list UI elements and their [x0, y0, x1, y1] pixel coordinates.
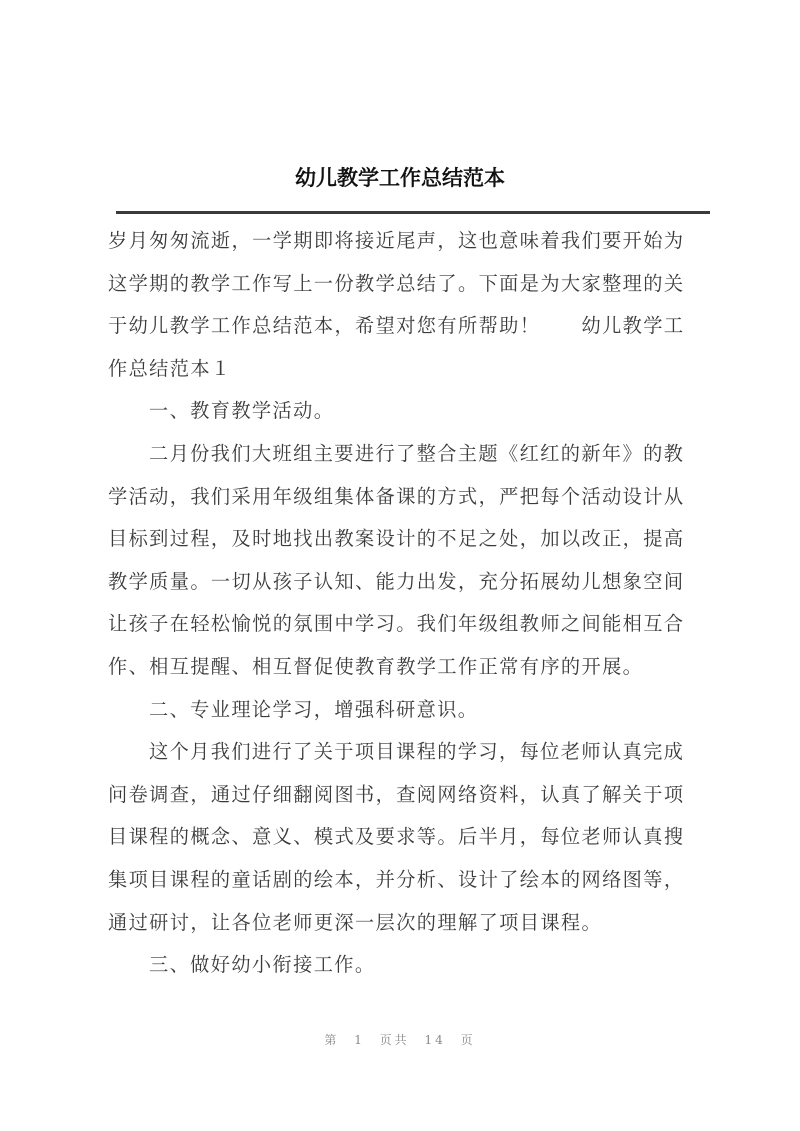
- body-line: 作总结范本１: [108, 356, 232, 380]
- body-line: 岁月匆匆流逝，一学期即将接近尾声，这也意味着我们要开始为: [108, 229, 685, 252]
- section-heading-2: 二、专业理论学习，增强科研意识。: [149, 697, 479, 721]
- page-footer: 第 1 页共 14 页: [324, 1033, 476, 1047]
- title-divider: [116, 211, 710, 214]
- body-line: 这学期的教学工作写上一份教学总结了。下面是为大家整理的关: [108, 271, 685, 295]
- body-line: 这个月我们进行了关于项目课程的学习，每位老师认真完成: [149, 740, 685, 764]
- body-line: 于幼儿教学工作总结范本，希望对您有所帮助！ 幼儿教学工: [108, 314, 685, 338]
- body-line: 学活动，我们采用年级组集体备课的方式，严把每个活动设计从: [108, 484, 685, 508]
- body-line: 让孩子在轻松愉悦的氛围中学习。我们年级组教师之间能相互合: [108, 612, 685, 636]
- section-heading-1: 一、教育教学活动。: [149, 399, 335, 423]
- body-line: 作、相互提醒、相互督促使教育教学工作正常有序的开展。: [108, 654, 644, 678]
- section-heading-3: 三、做好幼小衔接工作。: [149, 953, 376, 977]
- body-line: 通过研讨，让各位老师更深一层次的理解了项目课程。: [108, 910, 603, 934]
- body-line: 教学质量。一切从孩子认知、能力出发，充分拓展幼儿想象空间: [108, 569, 685, 593]
- body-line: 目标到过程，及时地找出教案设计的不足之处，加以改正，提高: [108, 527, 685, 551]
- body-line: 二月份我们大班组主要进行了整合主题《红红的新年》的教: [149, 441, 685, 465]
- body-line: 问卷调查，通过仔细翻阅图书，查阅网络资料，认真了解关于项: [108, 782, 685, 806]
- document-title: 幼儿教学工作总结范本: [295, 166, 505, 190]
- body-line: 集项目课程的童话剧的绘本，并分析、设计了绘本的网络图等，: [108, 867, 685, 891]
- body-line: 目课程的概念、意义、模式及要求等。后半月，每位老师认真搜: [108, 825, 685, 849]
- document-body: [108, 222, 708, 989]
